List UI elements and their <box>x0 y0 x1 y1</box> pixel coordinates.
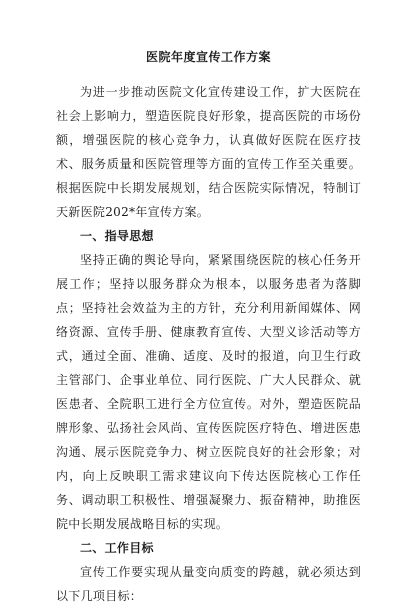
section-heading-work-goals: 二、工作目标 <box>80 541 154 555</box>
document-title: 医院年度宣传工作方案 <box>145 50 271 64</box>
guiding-thought-paragraph: 坚持正确的舆论导向，紧紧围绕医院的核心任务开展工作；坚持以服务群众为根本，以服务患者为落脚点；坚持社会效益为主的方针，充分利用新闻媒体、网络资源、宣传手册、健康教育宣传、大型义诊活动等方式，通过全面、准确、适度、及时的报道，向卫生行政主管部门、企事业单位、同行医院、广大人民群众、就医患者、全院职工进行全方位宣传。对外，塑造医院品牌形象、弘扬社会风尚、宣传医院医疗特色、增进医患沟通、展示医院竞争力、树立医院良好的社会形象；对内，向上反映职工需求建议向下传达医院核心工作任务、调动职工积极性、增强凝聚力、振奋精神，助推医院中长期发展战略目标的实现。 <box>56 253 361 531</box>
work-goals-paragraph: 宣传工作要实现从量变向质变的跨越，就必须达到以下几项目标： <box>56 565 361 603</box>
intro-paragraph: 为进一步推动医院文化宣传建设工作，扩大医院在社会上影响力，塑造医院良好形象，提高医院的市场份额，增强医院的核心竞争力，认真做好医院在医疗技术、服务质量和医院管理等方面的宣传工作至关重要。根据医院中长期发展规划，结合医院实际情况，特制订天新医院202*年宣传方案。 <box>56 85 361 219</box>
document-page <box>56 50 361 608</box>
section-heading-guiding-thought: 一、指导思想 <box>80 229 154 243</box>
